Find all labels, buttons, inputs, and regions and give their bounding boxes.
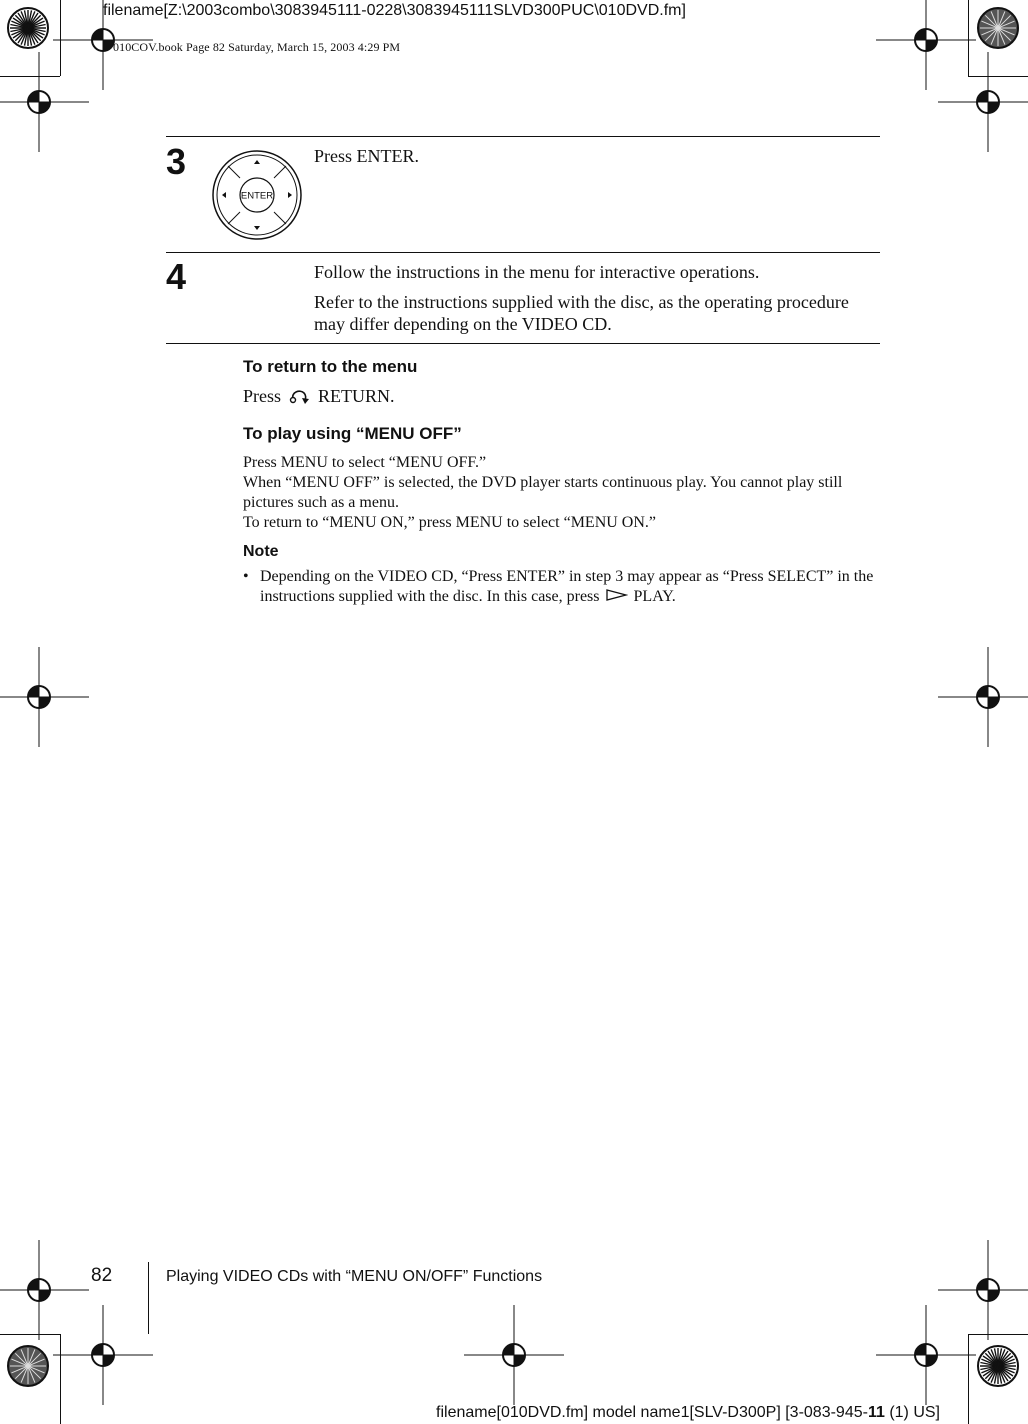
- note-heading: Note: [243, 543, 279, 560]
- step-3-number: 3: [166, 141, 187, 182]
- note-text-after: PLAY.: [633, 588, 676, 605]
- return-text-after: RETURN.: [318, 386, 395, 406]
- note-text-before: Depending on the VIDEO CD, “Press ENTER” in step 3 may appear as “Press SELECT” in the instructions supplied with the disc. In this case, press: [260, 568, 874, 605]
- enter-button-icon: [212, 150, 302, 240]
- footer-filename-prefix: filename[010DVD.fm] model name1[SLV-D300P] [3-083-945-: [436, 1404, 868, 1421]
- step-3-line: Press ENTER.: [314, 146, 419, 166]
- note-item: [243, 567, 883, 607]
- menu-off-line-1: Press MENU to select “MENU OFF.”: [243, 454, 487, 471]
- step-3-text: [314, 145, 880, 175]
- table-bottom-rule: [166, 343, 880, 344]
- play-triangle-icon: [606, 589, 628, 601]
- table-top-rule: [166, 136, 880, 137]
- section-title: Playing VIDEO CDs with “MENU ON/OFF” Functions: [166, 1268, 543, 1285]
- table-divider: [166, 252, 880, 253]
- header-filename: filename[Z:\2003combo\3083945111-0228\3083945111SLVD300PUC\010DVD.fm]: [103, 2, 686, 19]
- menu-off-heading: To play using “MENU OFF”: [243, 424, 462, 443]
- footer-filename: [436, 1404, 940, 1422]
- enter-label: ENTER: [240, 190, 274, 202]
- return-text-before: Press: [243, 386, 282, 406]
- menu-off-line-3: To return to “MENU ON,” press MENU to select “MENU ON.”: [243, 514, 657, 531]
- note-bullet: •: [243, 568, 249, 585]
- menu-off-line-2: When “MENU OFF” is selected, the DVD player starts continuous play. You cannot play still pictures such as a menu.: [243, 474, 843, 511]
- step-4-number: 4: [166, 256, 187, 297]
- step-4-text: [314, 261, 880, 343]
- footer-divider: [148, 1262, 149, 1334]
- return-arrow-icon: [288, 388, 312, 404]
- footer-filename-bold: 11: [867, 1404, 885, 1421]
- page-number: 82: [91, 1265, 113, 1286]
- step-4-line-2: Refer to the instructions supplied with the disc, as the operating procedure may differ depending on the VIDEO CD.: [314, 292, 849, 334]
- footer-filename-suffix: (1) US]: [884, 1404, 940, 1421]
- return-instruction: [243, 385, 395, 407]
- note-text: [260, 567, 883, 607]
- return-heading: To return to the menu: [243, 357, 418, 376]
- menu-off-body: [243, 453, 883, 533]
- book-info: 010COV.book Page 82 Saturday, March 15, 2003 4:29 PM: [113, 40, 401, 54]
- step-4-line-1: Follow the instructions in the menu for interactive operations.: [314, 262, 760, 282]
